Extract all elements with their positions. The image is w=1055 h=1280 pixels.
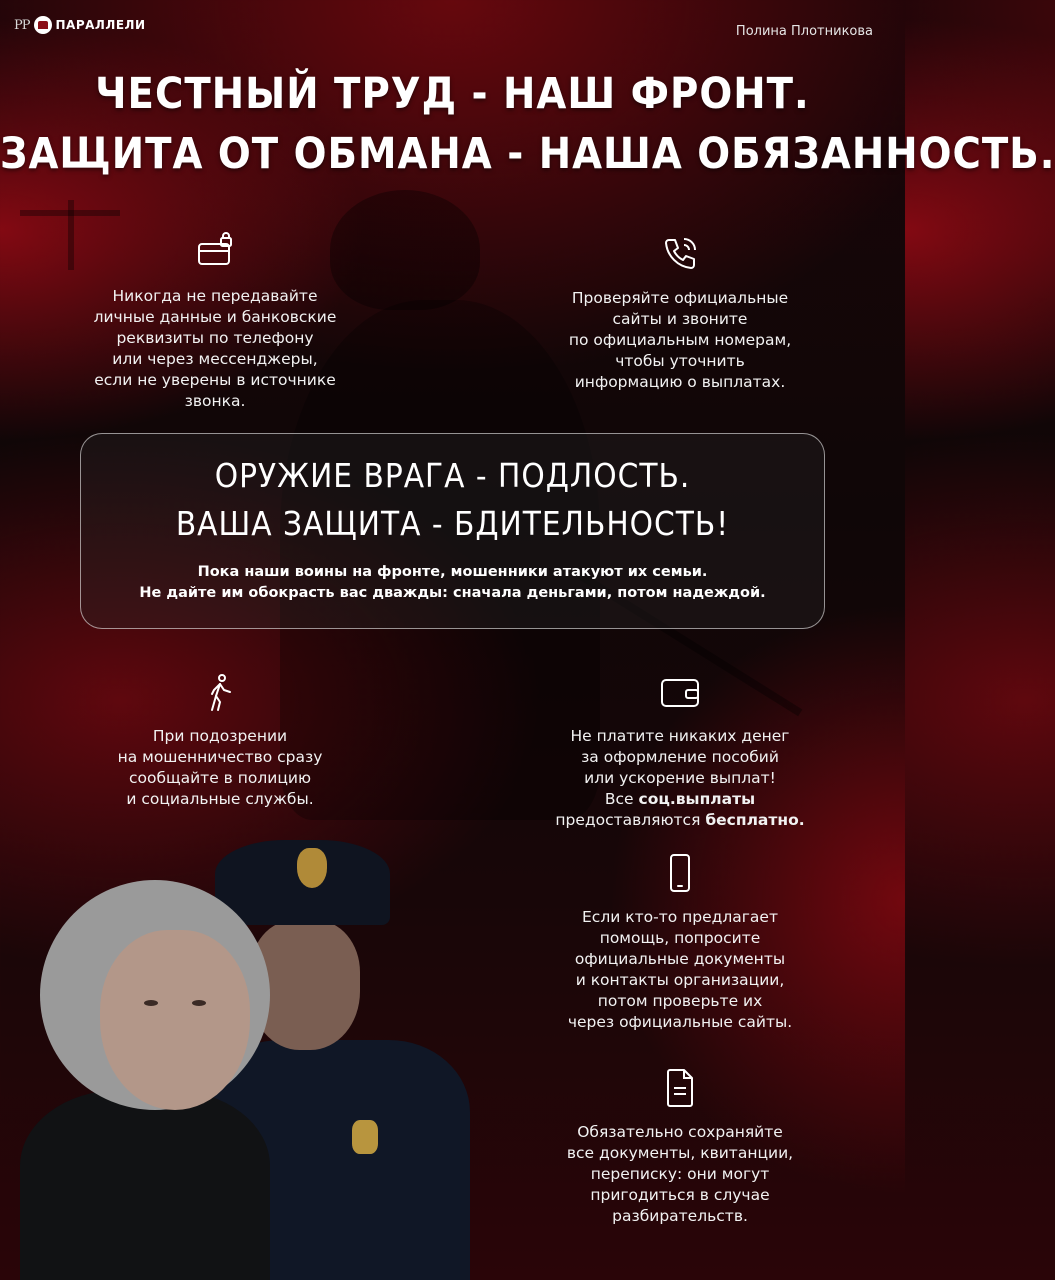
walking-person-icon bbox=[200, 672, 240, 712]
card-lock-icon bbox=[195, 232, 235, 272]
photo-elderly-woman-and-police-officer bbox=[0, 830, 470, 1280]
panel-text-line-2: Не дайте им обокрасть вас дважды: сначала деньгами, потом надеждой. bbox=[139, 585, 766, 601]
title-line-2: ЗАЩИТА ОТ ОБМАНА - НАША ОБЯЗАННОСТЬ. bbox=[0, 129, 1055, 179]
phone-call-icon bbox=[660, 234, 700, 274]
panel-title-line-2: ВАША ЗАЩИТА - БДИТЕЛЬНОСТЬ! bbox=[175, 504, 730, 543]
panel-title bbox=[81, 452, 824, 548]
logo-house-icon bbox=[34, 16, 52, 34]
wallet-icon bbox=[660, 672, 700, 712]
tip-text: Никогда не передавайте личные данные и банковские реквизиты по телефону или через мессенджеры, если не уверены в источнике звонка. bbox=[93, 287, 337, 410]
tip-text: Обязательно сохраняйте все документы, квитанции, переписку: они могут пригодиться в случае разбирательств. bbox=[566, 1123, 794, 1225]
central-panel bbox=[80, 433, 825, 629]
page-title bbox=[0, 64, 1055, 184]
officer-cap-badge bbox=[297, 848, 327, 888]
tip-text: Проверяйте официальные сайты и звоните по официальным номерам, чтобы уточнить информацию о выплатах. bbox=[568, 289, 792, 391]
woman-coat bbox=[20, 1090, 270, 1280]
logo-text: ПАРАЛЛЕЛИ bbox=[55, 18, 146, 32]
author-name: Полина Плотникова bbox=[735, 24, 873, 39]
smartphone-icon bbox=[660, 853, 700, 893]
panel-text bbox=[81, 562, 824, 604]
tip-verify-helpers bbox=[520, 853, 840, 1033]
tip-text: Если кто-то предлагает помощь, попросите официальные документы и контакты организации, потом проверьте их через официальные сайты. bbox=[567, 908, 793, 1031]
tip-text-bold2: бесплатно. bbox=[705, 811, 805, 829]
tip-text-part2: предоставляются bbox=[555, 811, 701, 829]
tip-official-sites bbox=[520, 234, 840, 393]
tip-text bbox=[520, 726, 840, 831]
tip-text-bold1: соц.выплаты bbox=[638, 790, 756, 808]
officer-chest-badge bbox=[352, 1120, 378, 1154]
tip-report-police bbox=[70, 672, 370, 810]
tip-no-payments bbox=[520, 672, 840, 831]
tip-personal-data bbox=[60, 232, 370, 412]
tip-keep-documents bbox=[520, 1068, 840, 1227]
brand-logo bbox=[14, 16, 146, 34]
tip-text-part1: Не платите никаких денег за оформление пособий или ускорение выплат! Все bbox=[570, 727, 790, 808]
woman-face bbox=[100, 930, 250, 1110]
panel-text-line-1: Пока наши воины на фронте, мошенники атакуют их семьи. bbox=[197, 564, 708, 580]
tip-text: При подозрении на мошенничество сразу сообщайте в полицию и социальные службы. bbox=[117, 727, 323, 808]
panel-title-line-1: ОРУЖИЕ ВРАГА - ПОДЛОСТЬ. bbox=[214, 456, 691, 495]
document-icon bbox=[660, 1068, 700, 1108]
title-line-1: ЧЕСТНЫЙ ТРУД - НАШ ФРОНТ. bbox=[95, 69, 810, 119]
logo-mark: PP bbox=[14, 17, 30, 33]
